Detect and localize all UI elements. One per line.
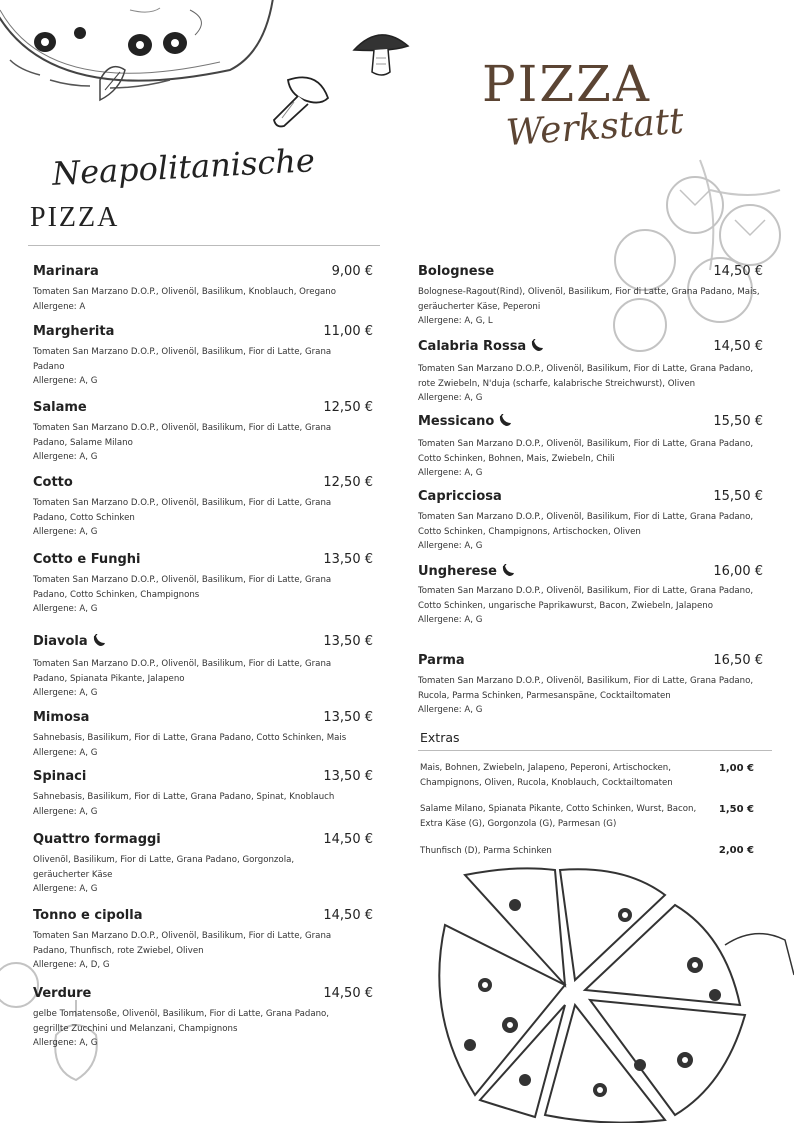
menu-item-price: 13,50 € [323, 552, 373, 567]
section-title: PIZZA [30, 202, 120, 233]
pizza-sketch-top-icon [0, 0, 290, 140]
menu-item [33, 769, 373, 819]
menu-item-allergens: Allergene: A, G [33, 1038, 98, 1049]
menu-item-name: Cotto e Funghi [33, 552, 141, 567]
menu-item-price: 14,50 € [323, 832, 373, 847]
menu-item [33, 324, 373, 389]
menu-item-price: 13,50 € [323, 634, 373, 649]
menu-item-description: Tomaten San Marzano D.O.P., Olivenöl, Basilikum, Fior di Latte, Grana Padano, Cotto Schinken, Champignons [33, 575, 332, 600]
extras-title: Extras [420, 730, 460, 745]
chili-icon [92, 634, 106, 651]
menu-item-description: Sahnebasis, Basilikum, Fior di Latte, Grana Padano, Spinat, Knoblauch [33, 792, 335, 802]
menu-item-name [418, 414, 512, 431]
menu-item-allergens: Allergene: A [33, 301, 86, 312]
menu-item-name-text: Diavola [33, 634, 88, 649]
menu-item-name: Parma [418, 653, 465, 668]
extras-item-text: Thunfisch (D), Parma Schinken [420, 846, 552, 856]
menu-item-description: Sahnebasis, Basilikum, Fior di Latte, Grana Padano, Cotto Schinken, Mais [33, 733, 347, 743]
menu-item [33, 264, 373, 314]
menu-item-price: 14,50 € [713, 339, 763, 354]
menu-item-name: Tonno e cipolla [33, 908, 143, 923]
extras-item-price: 1,50 € [718, 804, 754, 815]
menu-item-allergens: Allergene: A, G [418, 705, 483, 716]
menu-item [418, 264, 763, 329]
extras-item-text: Salame Milano, Spianata Pikante, Cotto Schinken, Wurst, Bacon, Extra Käse (G), Gorgonzola (G), Parmesan (G) [420, 804, 697, 829]
menu-item-description: Tomaten San Marzano D.O.P., Olivenöl, Basilikum, Fior di Latte, Grana Padano, Cotto Schinken, ungarische Paprikawurst, Bacon, Zwiebeln, Jalapeno [418, 586, 754, 611]
menu-item-name-text: Ungherese [418, 564, 497, 579]
section-script-heading: Neapolitanische [51, 141, 316, 193]
menu-item-price: 16,50 € [713, 653, 763, 668]
menu-item [418, 564, 763, 628]
extras-divider [418, 750, 772, 751]
chili-icon [498, 414, 512, 431]
menu-item [33, 710, 373, 760]
menu-item-price: 13,50 € [323, 710, 373, 725]
menu-item [33, 986, 373, 1051]
chili-icon [501, 564, 515, 581]
extras-item-price: 1,00 € [718, 763, 754, 774]
menu-item-allergens: Allergene: A, G [33, 688, 98, 699]
menu-item-price: 14,50 € [713, 264, 763, 279]
menu-item-name: Verdure [33, 986, 92, 1001]
menu-item-price: 15,50 € [713, 489, 763, 504]
menu-item-price: 14,50 € [323, 986, 373, 1001]
mushroom-sketch-icon [268, 72, 332, 134]
menu-item-allergens: Allergene: A, G [418, 541, 483, 552]
menu-item [33, 634, 373, 701]
menu-item-name [33, 634, 106, 651]
menu-item-name-text: Calabria Rossa [418, 339, 527, 354]
menu-item [33, 552, 373, 617]
menu-item-price: 11,00 € [323, 324, 373, 339]
menu-item-description: Tomaten San Marzano D.O.P., Olivenöl, Basilikum, Fior di Latte, Grana Padano, Spianata Pikante, Jalapeno [33, 659, 332, 684]
menu-item-price: 12,50 € [323, 400, 373, 415]
menu-item-name: Quattro formaggi [33, 832, 161, 847]
menu-item-price: 14,50 € [323, 908, 373, 923]
menu-item-allergens: Allergene: A, G [418, 468, 483, 479]
menu-item-allergens: Allergene: A, G [33, 452, 98, 463]
menu-item-allergens: Allergene: A, D, G [33, 960, 110, 971]
menu-item-name-text: Messicano [418, 414, 495, 429]
menu-item-name: Salame [33, 400, 87, 415]
menu-item [33, 832, 373, 897]
menu-item-description: Tomaten San Marzano D.O.P., Olivenöl, Basilikum, Fior di Latte, Grana Padano, Cotto Schinken [33, 498, 332, 523]
mushroom-sketch-icon [350, 28, 414, 80]
menu-item-name: Marinara [33, 264, 99, 279]
menu-item-description: Tomaten San Marzano D.O.P., Olivenöl, Basilikum, Fior di Latte, Grana Padano, Cotto Schinken, Champignons, Artischocken, Oliven [418, 512, 754, 537]
menu-item-allergens: Allergene: A, G [33, 747, 98, 758]
extras-item [420, 802, 754, 831]
menu-item-name [418, 339, 544, 356]
chili-icon [530, 339, 544, 356]
extras-item-price: 2,00 € [718, 845, 754, 856]
menu-item-name: Capricciosa [418, 489, 502, 504]
menu-item-description: Olivenöl, Basilikum, Fior di Latte, Grana Padano, Gorgonzola, geräucherter Käse [33, 855, 295, 880]
menu-item-allergens: Allergene: A, G [33, 806, 98, 817]
menu-item-allergens: Allergene: A, G [418, 393, 483, 404]
menu-item-description: Bolognese-Ragout(Rind), Olivenöl, Basilikum, Fior di Latte, Grana Padano, Mais, geräucherter Käse, Peperoni [418, 287, 760, 312]
menu-item-description: Tomaten San Marzano D.O.P., Olivenöl, Basilikum, Knoblauch, Oregano [33, 287, 336, 297]
menu-item-allergens: Allergene: A, G, L [418, 316, 493, 327]
extras-item [420, 761, 754, 790]
menu-item-name: Margherita [33, 324, 115, 339]
section-divider [28, 245, 380, 246]
menu-item-description: Tomaten San Marzano D.O.P., Olivenöl, Basilikum, Fior di Latte, Grana Padano [33, 347, 332, 372]
menu-item-description: Tomaten San Marzano D.O.P., Olivenöl, Basilikum, Fior di Latte, Grana Padano, Thunfisch, rote Zwiebel, Oliven [33, 931, 332, 956]
menu-item-name: Cotto [33, 475, 73, 490]
menu-item-price: 15,50 € [713, 414, 763, 429]
brand-logo [470, 55, 690, 165]
menu-item-price: 9,00 € [331, 264, 373, 279]
menu-item [33, 475, 373, 540]
menu-item-name [418, 564, 515, 581]
menu-item-allergens: Allergene: A, G [33, 604, 98, 615]
menu-item [418, 489, 763, 554]
menu-item [418, 653, 763, 718]
menu-item-price: 13,50 € [323, 769, 373, 784]
extras-item [420, 844, 754, 859]
menu-item-allergens: Allergene: A, G [33, 527, 98, 538]
menu-item-description: Tomaten San Marzano D.O.P., Olivenöl, Basilikum, Fior di Latte, Grana Padano, Cotto Schinken, Bohnen, Mais, Zwiebeln, Chili [418, 439, 754, 464]
menu-item-price: 12,50 € [323, 475, 373, 490]
pizza-slices-sketch-icon [425, 865, 794, 1123]
menu-item [33, 400, 373, 465]
menu-item-allergens: Allergene: A, G [418, 615, 483, 626]
extras-item-text: Mais, Bohnen, Zwiebeln, Jalapeno, Peperoni, Artischocken, Champignons, Oliven, Rucola, Knoblauch, Cocktailtomaten [420, 763, 673, 788]
menu-item-price: 16,00 € [713, 564, 763, 579]
menu-item-description: gelbe Tomatensoße, Olivenöl, Basilikum, Fior di Latte, Grana Padano, gegrillte Zucchini und Melanzani, Champignons [33, 1009, 330, 1034]
menu-item-description: Tomaten San Marzano D.O.P., Olivenöl, Basilikum, Fior di Latte, Grana Padano, rote Zwiebeln, N'duja (scharfe, kalabrische Streichwurst), Oliven [418, 364, 754, 389]
menu-item-name: Mimosa [33, 710, 90, 725]
menu-item [33, 908, 373, 973]
brand-logo-pizza: PIZZA [482, 55, 651, 113]
menu-item-description: Tomaten San Marzano D.O.P., Olivenöl, Basilikum, Fior di Latte, Grana Padano, Rucola, Parma Schinken, Parmesanspäne, Cocktailtomaten [418, 676, 754, 701]
menu-item-name: Bolognese [418, 264, 495, 279]
menu-item-name: Spinaci [33, 769, 87, 784]
menu-item-allergens: Allergene: A, G [33, 884, 98, 895]
menu-item [418, 414, 763, 481]
menu-item [418, 339, 763, 406]
menu-item-description: Tomaten San Marzano D.O.P., Olivenöl, Basilikum, Fior di Latte, Grana Padano, Salame Milano [33, 423, 332, 448]
menu-item-allergens: Allergene: A, G [33, 376, 98, 387]
brand-logo-werkstatt: Werkstatt [504, 100, 685, 155]
